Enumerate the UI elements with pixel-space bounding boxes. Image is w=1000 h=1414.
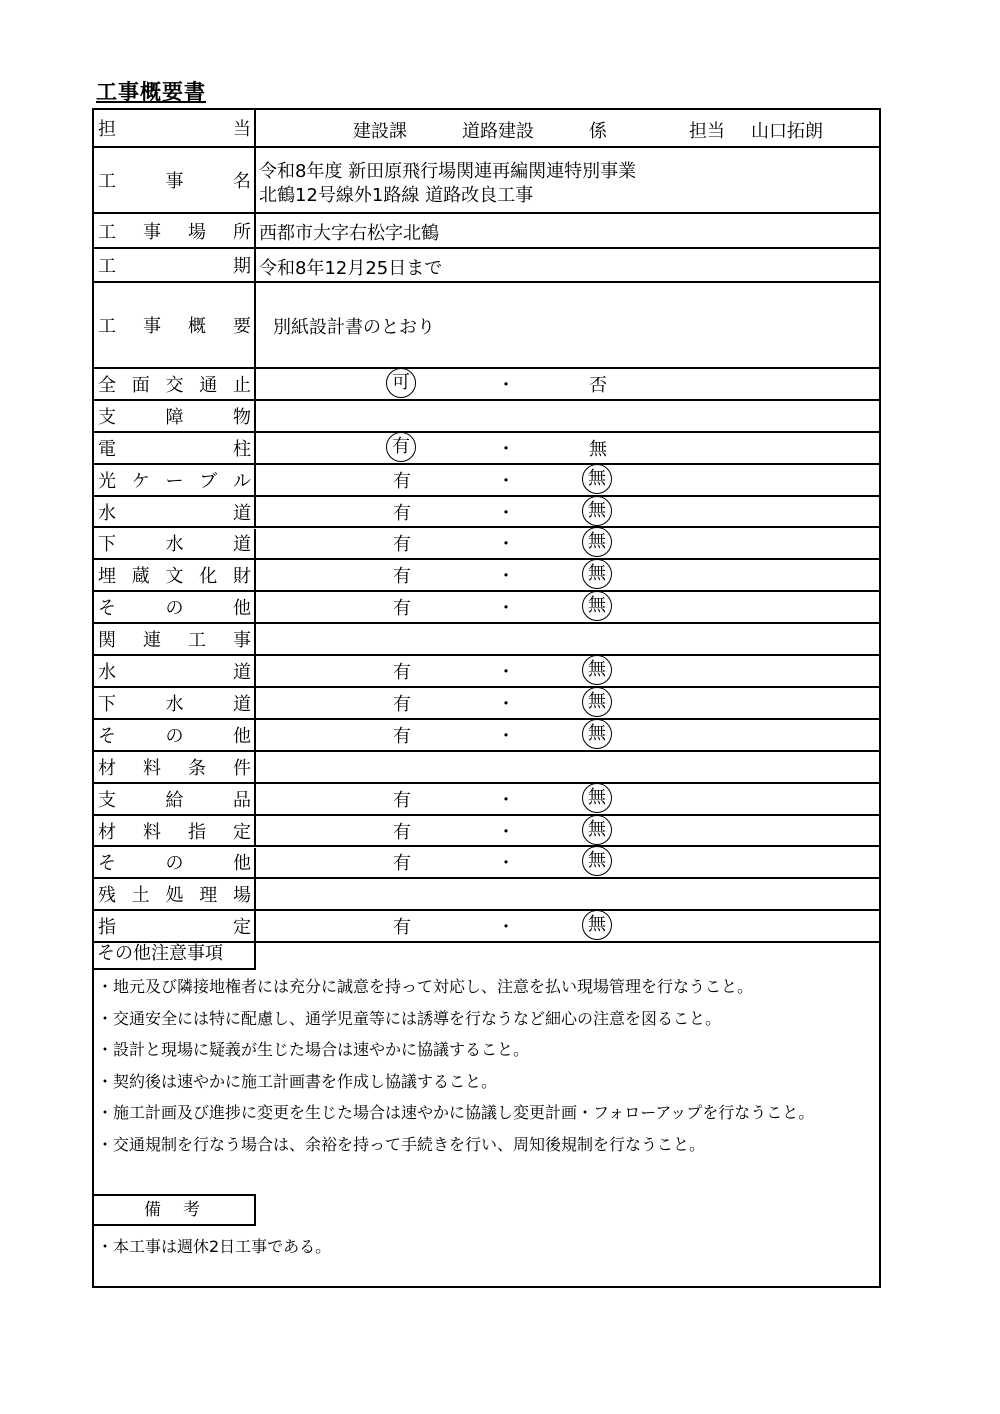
separator-dot: ・ <box>497 693 515 715</box>
separator-dot: ・ <box>497 853 515 875</box>
circled-choice: 無 <box>582 910 612 940</box>
remarks-text: ・本工事は週休2日工事である。 <box>97 1237 332 1256</box>
separator-dot: ・ <box>497 502 515 524</box>
notes-title: その他注意事項 <box>94 940 256 970</box>
project-period-label: 工 期 <box>94 249 256 281</box>
header-value <box>256 110 879 146</box>
condition-label: そ の 他 <box>94 848 256 878</box>
condition-label: 電 柱 <box>94 433 256 463</box>
condition-label: 関 連 工 事 <box>94 624 256 654</box>
condition-label: 指 定 <box>94 911 256 941</box>
separator-dot: ・ <box>497 725 515 747</box>
option-no <box>589 721 612 749</box>
condition-row <box>94 433 879 465</box>
option-yes: 有 <box>393 789 411 811</box>
project-name-value <box>256 148 879 212</box>
circled-choice: 無 <box>582 783 612 813</box>
condition-value <box>256 879 879 909</box>
option-yes: 有 <box>393 693 411 715</box>
option-yes: 有 <box>393 502 411 524</box>
condition-value <box>256 752 879 782</box>
dept-name: 建設課 <box>353 121 407 142</box>
condition-row <box>94 401 879 433</box>
condition-label: そ の 他 <box>94 720 256 750</box>
option-yes: 有 <box>393 470 411 492</box>
header-row <box>94 110 879 148</box>
condition-label: 水 道 <box>94 656 256 686</box>
note-item: ・契約後は速やかに施工計画書を作成し協議すること。 <box>97 1071 498 1091</box>
option-yes: 有 <box>393 566 411 588</box>
separator-dot: ・ <box>497 662 515 684</box>
option-no <box>589 466 612 494</box>
condition-row <box>94 720 879 752</box>
condition-label: 埋 蔵 文 化 財 <box>94 560 256 590</box>
condition-value <box>256 848 879 878</box>
separator-dot: ・ <box>497 821 515 843</box>
option-no <box>589 657 612 685</box>
condition-label: 支 障 物 <box>94 401 256 431</box>
separator-dot: ・ <box>497 470 515 492</box>
condition-label: 水 道 <box>94 497 256 527</box>
document-title: 工事概要書 <box>96 80 206 104</box>
condition-label: そ の 他 <box>94 592 256 622</box>
person-label: 担当 <box>689 121 725 142</box>
project-summary-row <box>94 283 879 369</box>
condition-label: 全 面 交 通 止 <box>94 369 256 399</box>
condition-row <box>94 688 879 720</box>
separator-dot: ・ <box>497 917 515 939</box>
separator-dot: ・ <box>497 566 515 588</box>
separator-dot: ・ <box>497 438 515 460</box>
condition-row <box>94 848 879 880</box>
condition-label: 材 料 条 件 <box>94 752 256 782</box>
condition-label: 材 料 指 定 <box>94 816 256 846</box>
option-no <box>589 912 612 940</box>
circled-choice: 無 <box>582 527 612 557</box>
option-no <box>589 593 612 621</box>
header-label: 担 当 <box>94 110 256 146</box>
condition-row <box>94 592 879 624</box>
condition-label: 支 給 品 <box>94 784 256 814</box>
condition-value <box>256 529 879 559</box>
project-name-line2: 北鶴12号線外1路線 道路改良工事 <box>259 185 534 206</box>
project-period-row <box>94 249 879 283</box>
project-name-row <box>94 148 879 214</box>
circled-choice: 無 <box>582 815 612 845</box>
option-no <box>589 561 612 589</box>
condition-value <box>256 624 879 654</box>
condition-row <box>94 529 879 561</box>
condition-value <box>256 592 879 622</box>
option-yes: 有 <box>393 725 411 747</box>
condition-value <box>256 816 879 846</box>
condition-value <box>256 560 879 590</box>
circled-choice: 無 <box>582 719 612 749</box>
condition-value <box>256 656 879 686</box>
person-name: 山口拓朗 <box>751 121 823 142</box>
option-no: 否 <box>589 374 607 396</box>
condition-value <box>256 688 879 718</box>
separator-dot: ・ <box>497 374 515 396</box>
circled-choice: 無 <box>582 687 612 717</box>
option-yes: 有 <box>393 917 411 939</box>
option-yes <box>393 370 416 398</box>
option-no <box>589 498 612 526</box>
option-no <box>589 529 612 557</box>
condition-value <box>256 911 879 941</box>
summary-sheet <box>92 108 881 1288</box>
condition-value <box>256 497 879 527</box>
note-item: ・地元及び隣接地権者には充分に誠意を持って対応し、注意を払い現場管理を行なうこと。 <box>97 977 754 996</box>
separator-dot: ・ <box>497 598 515 620</box>
circled-choice: 無 <box>582 496 612 526</box>
circled-choice: 可 <box>386 368 416 398</box>
condition-row <box>94 560 879 592</box>
circled-choice: 無 <box>582 464 612 494</box>
project-place-row <box>94 214 879 249</box>
condition-row <box>94 369 879 401</box>
circled-choice: 無 <box>582 559 612 589</box>
option-no <box>589 848 612 876</box>
condition-row <box>94 656 879 688</box>
condition-label: 下 水 道 <box>94 688 256 718</box>
condition-row <box>94 879 879 911</box>
condition-label: 残 土 処 理 場 <box>94 879 256 909</box>
note-item: ・施工計画及び進捗に変更を生じた場合は速やかに協議し変更計画・フォローアップを行なうこと。 <box>97 1103 815 1122</box>
circled-choice: 無 <box>582 846 612 876</box>
condition-value <box>256 465 879 495</box>
condition-row <box>94 816 879 848</box>
project-summary-label: 工 事 概 要 <box>94 283 256 367</box>
option-yes: 有 <box>393 662 411 684</box>
separator-dot: ・ <box>497 534 515 556</box>
condition-value <box>256 401 879 431</box>
condition-row <box>94 784 879 816</box>
option-no <box>589 689 612 717</box>
project-name-label: 工 事 名 <box>94 148 256 212</box>
circled-choice: 有 <box>386 432 416 462</box>
project-name-line1: 令和8年度 新田原飛行場関連再編関連特別事業 <box>259 161 637 182</box>
condition-value <box>256 433 879 463</box>
condition-row <box>94 752 879 784</box>
condition-row <box>94 465 879 497</box>
condition-value <box>256 720 879 750</box>
project-place-label: 工 事 場 所 <box>94 214 256 247</box>
option-yes: 有 <box>393 598 411 620</box>
note-item: ・設計と現場に疑義が生じた場合は速やかに協議すること。 <box>97 1040 530 1059</box>
condition-label: 光 ケ ー ブ ル <box>94 465 256 495</box>
option-yes: 有 <box>393 821 411 843</box>
project-summary-value: 別紙設計書のとおり <box>273 317 435 338</box>
option-yes <box>393 434 416 462</box>
note-item: ・交通規制を行なう場合は、余裕を持って手続きを行い、周知後規制を行なうこと。 <box>97 1134 706 1154</box>
condition-row <box>94 624 879 656</box>
role-name: 係 <box>589 121 607 142</box>
option-yes: 有 <box>393 534 411 556</box>
circled-choice: 無 <box>582 591 612 621</box>
option-yes: 有 <box>393 853 411 875</box>
option-no: 無 <box>589 438 607 460</box>
condition-label: 下 水 道 <box>94 529 256 559</box>
option-no <box>589 817 612 845</box>
separator-dot: ・ <box>497 789 515 811</box>
note-item: ・交通安全には特に配慮し、通学児童等には誘導を行なうなど細心の注意を図ること。 <box>97 1008 722 1028</box>
project-place-value: 西都市大字右松字北鶴 <box>259 223 439 244</box>
condition-row <box>94 497 879 529</box>
remarks-title: 備考 <box>94 1194 256 1226</box>
condition-value <box>256 784 879 814</box>
circled-choice: 無 <box>582 655 612 685</box>
notes-list <box>97 976 814 1165</box>
section-name: 道路建設 <box>462 121 534 142</box>
project-period-value: 令和8年12月25日まで <box>259 258 443 279</box>
condition-row <box>94 911 879 943</box>
condition-value <box>256 369 879 399</box>
option-no <box>589 785 612 813</box>
